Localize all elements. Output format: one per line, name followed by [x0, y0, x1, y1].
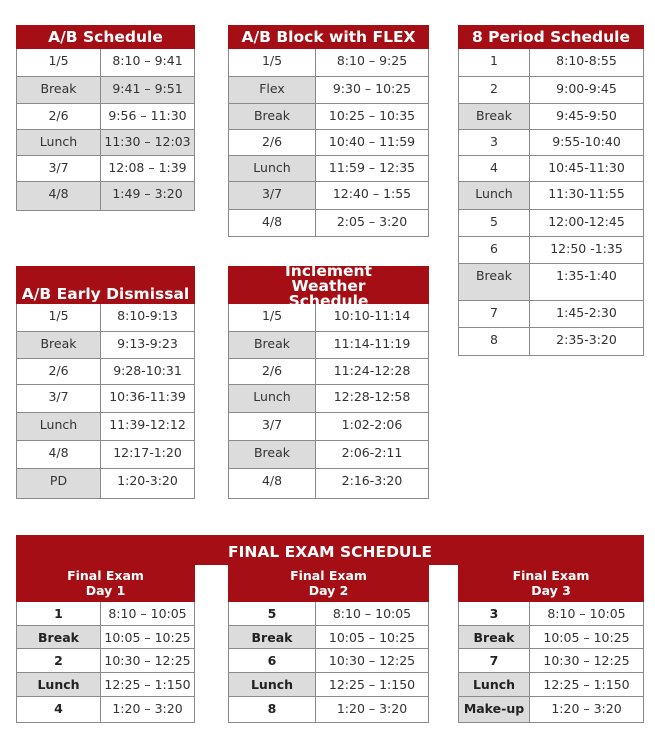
flex-schedule-rows [228, 49, 429, 237]
time-cell: 12:25 – 1:150 [543, 677, 630, 692]
period-cell: 1/5 [17, 49, 101, 76]
period-cell: 3/7 [229, 413, 316, 440]
period-cell: 1/5 [17, 304, 101, 331]
time-cell: 1:20 – 3:20 [336, 701, 408, 716]
time-cell: 8:10-9:13 [117, 308, 178, 323]
time-cell: 11:30 – 12:03 [101, 130, 194, 155]
exam-day-2-rows [228, 602, 429, 723]
time-cell: 10:30 – 12:25 [328, 653, 416, 668]
inclement-weather-table [228, 261, 429, 499]
time-cell: 10:05 – 10:25 [328, 630, 416, 645]
eight-period-title: 8 Period Schedule [458, 25, 644, 49]
table-row [17, 103, 194, 129]
table-row [17, 155, 194, 181]
ab-schedule-rows [16, 49, 195, 211]
inclement-weather-rows [228, 304, 429, 499]
time-cell: 8:10 – 9:41 [112, 53, 183, 68]
flex-schedule-title: A/B Block with FLEX [228, 25, 429, 49]
period-cell: 4/8 [17, 441, 101, 468]
table-row [17, 304, 194, 331]
table-row [459, 327, 643, 355]
time-cell: 11:30-11:55 [548, 186, 625, 201]
time-cell: 10:30 – 12:25 [543, 653, 630, 668]
table-row [229, 672, 428, 696]
period-cell: Flex [229, 77, 316, 103]
period-cell: Break [459, 104, 530, 129]
table-row [459, 76, 643, 103]
period-cell: Lunch [459, 182, 530, 209]
table-row [459, 209, 643, 236]
time-cell: 11:59 – 12:35 [328, 160, 416, 175]
period-cell: PD [17, 469, 101, 498]
period-cell: Make-up [459, 697, 530, 722]
time-cell: 12:00-12:45 [548, 214, 625, 229]
exam-day-2-header: Final Exam Day 2 [228, 564, 429, 602]
exam-day-2-table [228, 602, 429, 723]
table-row [17, 181, 194, 210]
period-cell: 2/6 [229, 130, 316, 155]
table-row [17, 625, 194, 648]
exam-day-1-header: Final Exam Day 1 [16, 564, 195, 602]
time-cell: 12:40 – 1:55 [332, 186, 412, 201]
period-cell: 3 [459, 602, 530, 625]
early-dismissal-table [16, 266, 195, 499]
period-cell: 3/7 [17, 385, 101, 412]
time-cell: 11:39-12:12 [109, 417, 186, 432]
period-cell: 2 [17, 649, 101, 672]
time-cell: 10:40 – 11:59 [328, 134, 416, 149]
table-row [229, 358, 428, 384]
time-cell: 10:36-11:39 [109, 389, 186, 404]
table-row [17, 696, 194, 722]
time-cell: 2:05 – 3:20 [336, 214, 408, 229]
period-cell: 1/5 [229, 49, 316, 76]
table-row [17, 331, 194, 358]
time-cell: 1:45-2:30 [556, 305, 617, 320]
table-row [17, 49, 194, 76]
time-cell: 1:49 – 3:20 [101, 182, 194, 210]
period-cell: 8 [229, 697, 316, 722]
exam-day-3-header: Final Exam Day 3 [458, 564, 644, 602]
period-cell: 2/6 [17, 104, 101, 129]
table-row [17, 602, 194, 625]
table-row [459, 129, 643, 155]
period-cell: 2/6 [17, 359, 101, 384]
table-row [229, 648, 428, 672]
period-cell: Break [229, 441, 316, 468]
exam-day-3-rows [458, 602, 644, 723]
table-row [459, 103, 643, 129]
time-cell: 10:05 – 10:25 [104, 630, 191, 645]
time-cell: 9:28-10:31 [113, 363, 182, 378]
period-cell: Lunch [229, 673, 316, 696]
time-cell: 8:10 – 9:25 [336, 53, 408, 68]
time-cell: 8:10-8:55 [556, 53, 617, 68]
table-row [459, 602, 643, 625]
period-cell: 1/5 [229, 304, 316, 331]
table-row [17, 672, 194, 696]
table-row [229, 181, 428, 209]
table-row [229, 440, 428, 468]
time-cell: 9:13-9:23 [117, 336, 178, 351]
period-cell: 4/8 [229, 469, 316, 498]
period-cell: Break [459, 264, 530, 300]
final-exam-title: FINAL EXAM SCHEDULE [16, 535, 644, 565]
time-cell: 2:35-3:20 [556, 332, 617, 347]
period-cell: 6 [459, 237, 530, 263]
table-row [459, 648, 643, 672]
period-cell: 8 [459, 328, 530, 355]
period-cell: Break [229, 332, 316, 358]
time-cell: 12:50 -1:35 [550, 241, 623, 256]
period-cell: 1 [459, 49, 530, 76]
period-cell: 3/7 [229, 182, 316, 209]
time-cell: 8:10 – 10:05 [332, 606, 412, 621]
time-cell: 12:25 – 1:150 [104, 677, 191, 692]
ab-schedule-table [16, 25, 195, 211]
exam-day-1-rows [16, 602, 195, 723]
time-cell: 8:10 – 10:05 [547, 606, 626, 621]
period-cell: Lunch [459, 673, 530, 696]
eight-period-rows [458, 49, 644, 356]
table-row [459, 263, 643, 300]
period-cell: 3 [459, 130, 530, 155]
period-cell: Break [229, 626, 316, 648]
period-cell: Lunch [17, 130, 101, 155]
time-cell: 12:28-12:58 [333, 389, 411, 404]
period-cell: Break [17, 332, 101, 358]
table-row [229, 103, 428, 129]
table-row [17, 358, 194, 384]
period-cell: 5 [459, 210, 530, 236]
period-cell: Break [229, 104, 316, 129]
time-cell: 9:55-10:40 [552, 134, 621, 149]
time-cell: 9:56 – 11:30 [108, 108, 187, 123]
period-cell: 4 [17, 697, 101, 722]
time-cell: 10:25 – 10:35 [328, 108, 416, 123]
time-cell: 1:20-3:20 [117, 473, 178, 488]
table-row [229, 602, 428, 625]
table-row [229, 625, 428, 648]
table-row [229, 468, 428, 498]
period-cell: 6 [229, 649, 316, 672]
time-cell: 2:06-2:11 [341, 445, 403, 460]
table-row [17, 412, 194, 440]
period-cell: Break [17, 626, 101, 648]
table-row [459, 300, 643, 327]
time-cell: 9:30 – 10:25 [332, 81, 412, 96]
time-cell: 8:10 – 10:05 [108, 606, 187, 621]
time-cell: 10:30 – 12:25 [104, 653, 191, 668]
ab-schedule-title: A/B Schedule [16, 25, 195, 49]
time-cell: 1:02-2:06 [341, 417, 403, 432]
time-cell: 10:10-11:14 [333, 308, 411, 323]
time-cell: 9:41 – 9:51 [101, 77, 194, 103]
table-row [229, 129, 428, 155]
table-row [229, 331, 428, 358]
table-row [17, 384, 194, 412]
table-row [17, 648, 194, 672]
period-cell: 2/6 [229, 359, 316, 384]
table-row [229, 384, 428, 412]
period-cell: Break [459, 626, 530, 648]
time-cell: 10:05 – 10:25 [543, 630, 630, 645]
period-cell: 7 [459, 649, 530, 672]
period-cell: 4 [459, 156, 530, 181]
time-cell: 10:45-11:30 [548, 160, 625, 175]
table-row [229, 49, 428, 76]
table-row [459, 181, 643, 209]
period-cell: 5 [229, 602, 316, 625]
table-row [459, 672, 643, 696]
period-cell: 4/8 [229, 210, 316, 236]
table-row [459, 625, 643, 648]
time-cell: 1:20 – 3:20 [551, 701, 622, 716]
table-row [459, 155, 643, 181]
flex-schedule-table [228, 25, 429, 237]
exam-day-1-table [16, 602, 195, 723]
eight-period-table [458, 25, 644, 356]
table-row [229, 304, 428, 331]
table-row [229, 696, 428, 722]
early-dismissal-title: A/B Early Dismissal [16, 266, 195, 304]
time-cell: 1:20 – 3:20 [112, 701, 183, 716]
table-row [229, 155, 428, 181]
table-row [459, 696, 643, 722]
period-cell: Lunch [17, 413, 101, 440]
early-dismissal-rows [16, 304, 195, 499]
period-cell: Break [17, 77, 101, 103]
table-row [459, 49, 643, 76]
time-cell: 9:00-9:45 [556, 81, 617, 96]
time-cell: 2:16-3:20 [341, 473, 403, 488]
period-cell: 2 [459, 77, 530, 103]
inclement-weather-title: Inclement Weather Schedule [228, 266, 429, 304]
period-cell: Lunch [229, 385, 316, 412]
period-cell: 3/7 [17, 156, 101, 181]
time-cell: 1:35-1:40 [556, 268, 617, 283]
table-row [17, 440, 194, 468]
time-cell: 12:25 – 1:150 [328, 677, 416, 692]
period-cell: 7 [459, 301, 530, 327]
period-cell: 1 [17, 602, 101, 625]
time-cell: 11:14-11:19 [333, 336, 411, 351]
time-cell: 12:08 – 1:39 [108, 160, 187, 175]
table-row [17, 468, 194, 498]
table-row [17, 76, 194, 103]
time-cell: 12:17-1:20 [113, 445, 182, 460]
table-row [229, 76, 428, 103]
period-cell: 4/8 [17, 182, 101, 210]
table-row [459, 236, 643, 263]
table-row [17, 129, 194, 155]
table-row [229, 412, 428, 440]
table-row [229, 209, 428, 236]
period-cell: Lunch [17, 673, 101, 696]
time-cell: 9:45-9:50 [556, 108, 617, 123]
exam-day-3-table [458, 602, 644, 723]
period-cell: Lunch [229, 156, 316, 181]
time-cell: 11:24-12:28 [333, 363, 411, 378]
